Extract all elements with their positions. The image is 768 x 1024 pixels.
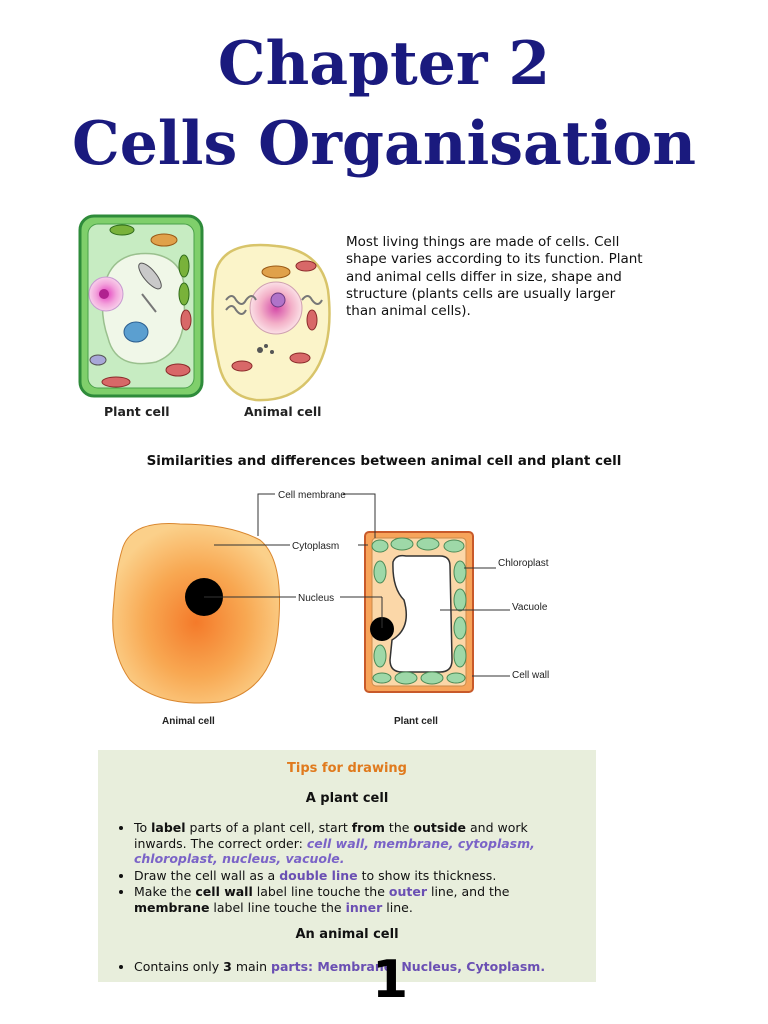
label-vacuole: Vacuole bbox=[512, 602, 548, 613]
chapter-subtitle: Cells Organisation bbox=[71, 109, 697, 179]
plant-cell-caption: Plant cell bbox=[104, 404, 170, 419]
label-cell-wall: Cell wall bbox=[512, 670, 550, 681]
list-item: • To label parts of a plant cell, start from the outside and work inwards. The correct order: cell wall, membrane, cytoplasm, chloroplast, nucleus, vacuole. bbox=[134, 820, 574, 867]
list-item: • Contains only 3 main parts: Membrane, Nucleus, Cytoplasm. bbox=[134, 959, 574, 975]
plant-tips-list bbox=[98, 820, 574, 916]
label-nucleus: Nucleus bbox=[298, 593, 335, 604]
page-number: 1 bbox=[372, 950, 409, 1010]
animal-tips-heading: An animal cell bbox=[295, 927, 399, 942]
animal-cell-diagram-caption: Animal cell bbox=[162, 716, 215, 727]
list-item: • Make the cell wall label line touche the outer line, and the membrane label line touche the inner line. bbox=[134, 884, 574, 915]
animal-cell-drawing bbox=[212, 245, 329, 400]
animal-tips-list bbox=[98, 959, 574, 976]
diagram-title: Similarities and differences between animal cell and plant cell bbox=[146, 453, 622, 469]
animal-cell-caption: Animal cell bbox=[244, 404, 322, 419]
tips-heading: Tips for drawing bbox=[287, 761, 407, 776]
plant-cell-shape bbox=[365, 532, 473, 692]
plant-cell-drawing bbox=[80, 216, 202, 396]
label-cell-membrane: Cell membrane bbox=[278, 490, 346, 501]
label-cytoplasm: Cytoplasm bbox=[292, 541, 340, 552]
tips-box bbox=[98, 750, 596, 982]
label-chloroplast: Chloroplast bbox=[498, 558, 549, 569]
cell-illustration bbox=[76, 210, 346, 430]
comparison-diagram bbox=[100, 480, 580, 740]
list-item: • Draw the cell wall as a double line to show its thickness. bbox=[134, 868, 574, 884]
intro-paragraph: Most living things are made of cells. Cell shape varies according to its function. Plant and animal cells differ in size, shape and structure (plants cells are usually larger than animal cells). bbox=[346, 234, 643, 320]
plant-tips-heading: A plant cell bbox=[305, 791, 389, 806]
chapter-title: Chapter 2 bbox=[217, 29, 551, 99]
plant-cell-diagram-caption: Plant cell bbox=[394, 716, 438, 727]
